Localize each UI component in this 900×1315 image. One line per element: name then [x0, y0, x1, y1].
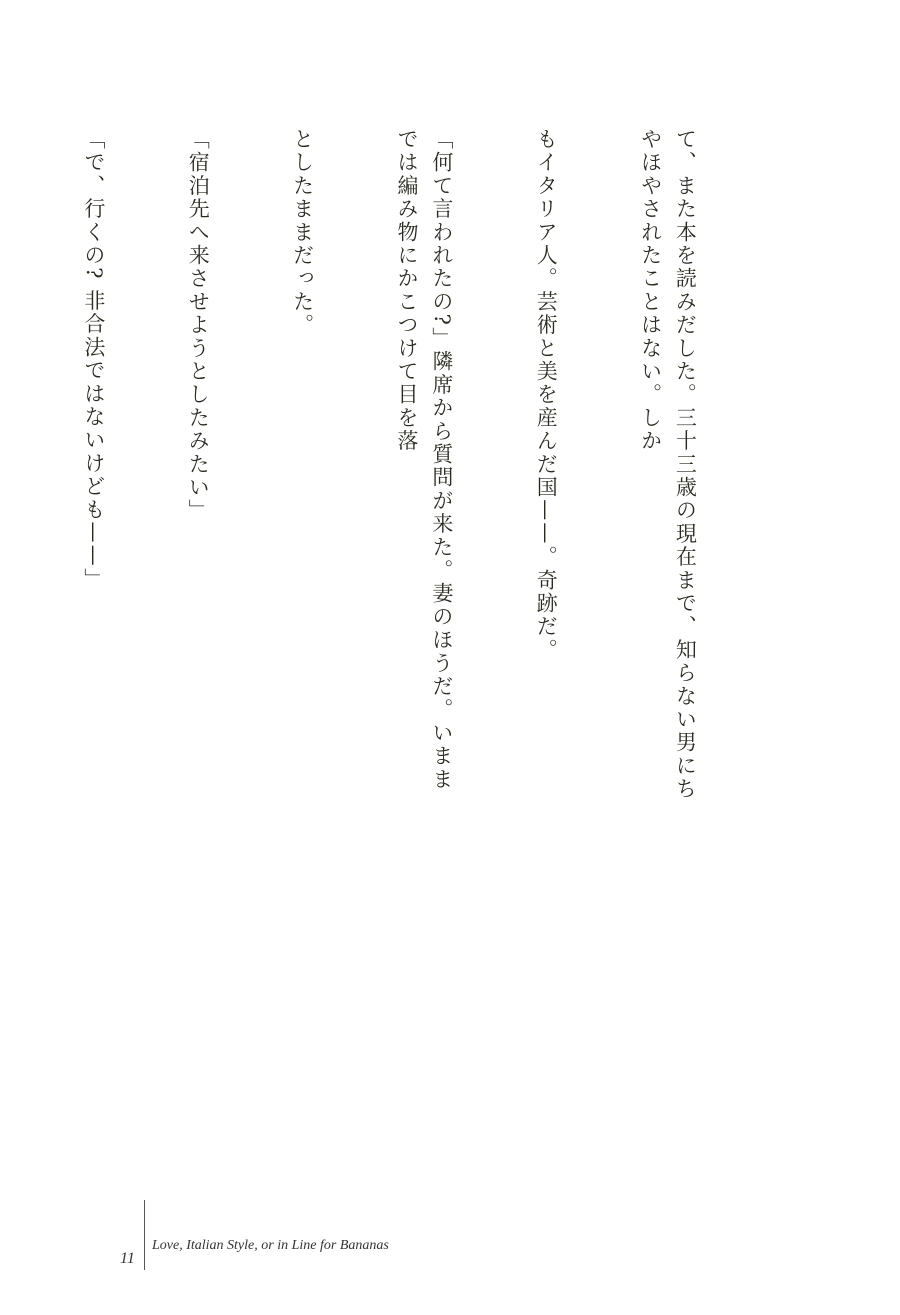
text-line: もイタリア人。芸術と美を産んだ国——。奇跡だ。	[534, 128, 559, 662]
text-line: 「何て言われたの?」隣席から質問が来た。妻のほうだ。いままでは編み物にかこつけて目を落	[395, 128, 454, 792]
text-line: 「で、行くの? 非合法ではないけども——」	[81, 128, 106, 592]
text-line	[0, 128, 6, 808]
footer-divider	[144, 1200, 145, 1270]
text-line: て、また本を読みだした。三十三歳の現在まで、知らない男にちやほやされたことはない。しか	[638, 128, 698, 801]
vertical-text-block	[72, 128, 772, 808]
text-line: としたままだった。	[290, 128, 315, 337]
text-line: 「宿泊先へ来させようとしたみたい」	[186, 128, 211, 523]
running-title: Love, Italian Style, or in Line for Bananas	[152, 1238, 389, 1253]
page-number: 11	[120, 1250, 135, 1267]
